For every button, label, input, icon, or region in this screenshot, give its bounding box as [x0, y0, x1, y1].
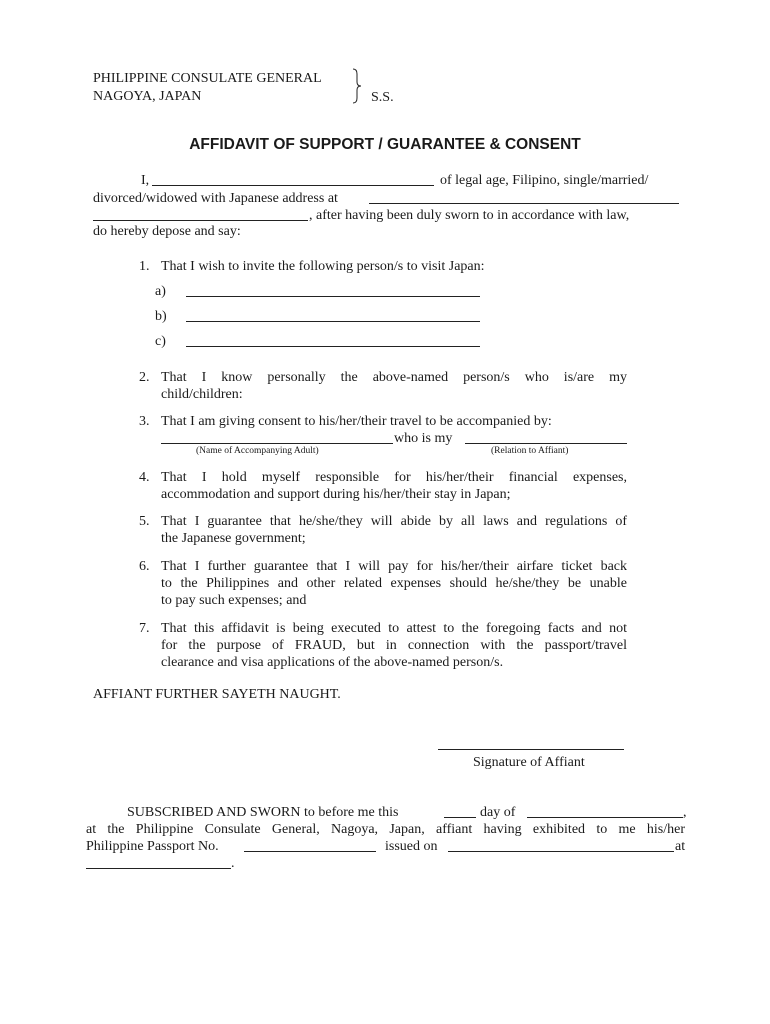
intro-legal-age-text: of legal age, Filipino, single/married/	[440, 173, 649, 188]
invitee-c-field[interactable]	[186, 333, 480, 347]
item-4-line2: accommodation and support during his/her/their stay in Japan;	[161, 487, 511, 502]
jurat-line2: at the Philippine Consulate General, Nagoya, Japan, affiant having exhibited to me his/her	[86, 822, 685, 837]
issued-at-place-field[interactable]	[86, 855, 231, 869]
jurat-comma: ,	[683, 805, 687, 820]
jurat-day-of-text: day of	[480, 805, 516, 820]
brace-icon	[352, 68, 362, 104]
item-2-line2: child/children:	[161, 387, 243, 402]
issued-on-date-field[interactable]	[448, 838, 674, 852]
relation-to-affiant-field[interactable]	[465, 430, 627, 444]
page-title: AFFIDAVIT OF SUPPORT / GUARANTEE & CONSENT	[189, 136, 581, 153]
closing-statement: AFFIANT FURTHER SAYETH NAUGHT.	[93, 687, 341, 702]
invitee-c-label: c)	[155, 334, 166, 349]
item-5-number: 5.	[139, 514, 150, 529]
consulate-location: NAGOYA, JAPAN	[93, 89, 202, 104]
invitee-b-field[interactable]	[186, 308, 480, 322]
item-1-number: 1.	[139, 259, 150, 274]
item-7-line1: That this affidavit is being executed to attest to the foregoing facts and not	[161, 621, 627, 636]
intro-i-label: I,	[141, 173, 150, 188]
invitee-a-field[interactable]	[186, 283, 480, 297]
jurat-at-label: at	[675, 839, 686, 854]
jurat-period: .	[231, 856, 235, 871]
accompanying-adult-field[interactable]	[161, 430, 393, 444]
invitee-a-label: a)	[155, 284, 166, 299]
passport-number-field[interactable]	[244, 838, 376, 852]
item-6-line1: That I further guarantee that I will pay for his/her/their airfare ticket back	[161, 559, 627, 574]
item-7-line3: clearance and visa applications of the above-named person/s.	[161, 655, 504, 670]
jurat-day-field[interactable]	[444, 804, 476, 818]
jurat-month-year-field[interactable]	[527, 804, 683, 818]
item-7-line2: for the purpose of FRAUD, but in connection with the passport/travel	[161, 638, 627, 653]
item-3-number: 3.	[139, 414, 150, 429]
item-6-line2: to the Philippines and other related expenses should he/she/they be unable	[161, 576, 627, 591]
item-2-line1: That I know personally the above-named person/s who is/are my	[161, 370, 627, 385]
signature-label: Signature of Affiant	[473, 755, 585, 770]
venue-ss: S.S.	[371, 90, 394, 105]
item-5-line1: That I guarantee that he/she/they will abide by all laws and regulations of	[161, 514, 627, 529]
consulate-name: PHILIPPINE CONSULATE GENERAL	[93, 71, 322, 86]
intro-address-text: divorced/widowed with Japanese address at	[93, 191, 338, 206]
item-4-number: 4.	[139, 470, 150, 485]
item-7-number: 7.	[139, 621, 150, 636]
intro-depose-text: do hereby depose and say:	[93, 224, 241, 239]
intro-sworn-text: , after having been duly sworn to in accordance with law,	[309, 208, 630, 223]
japan-address-field[interactable]	[369, 190, 679, 204]
caption-accompanying-adult: (Name of Accompanying Adult)	[196, 446, 319, 456]
japan-address-field-continued[interactable]	[93, 207, 308, 221]
item-3-who-is-my: who is my	[394, 431, 453, 446]
item-2-number: 2.	[139, 370, 150, 385]
item-6-line3: to pay such expenses; and	[161, 593, 307, 608]
jurat-passport-label: Philippine Passport No.	[86, 839, 219, 854]
jurat-subscribed-text: SUBSCRIBED AND SWORN to before me this	[127, 805, 399, 820]
jurat-issued-on-label: issued on	[385, 839, 438, 854]
item-6-number: 6.	[139, 559, 150, 574]
item-3-line1: That I am giving consent to his/her/their travel to be accompanied by:	[161, 414, 552, 429]
signature-line[interactable]	[438, 749, 624, 750]
item-5-line2: the Japanese government;	[161, 531, 306, 546]
item-4-line1: That I hold myself responsible for his/her/their financial expenses,	[161, 470, 627, 485]
item-1-text: That I wish to invite the following person/s to visit Japan:	[161, 259, 485, 274]
caption-relation: (Relation to Affiant)	[491, 446, 569, 456]
affiant-name-field[interactable]	[152, 172, 434, 186]
invitee-b-label: b)	[155, 309, 167, 324]
